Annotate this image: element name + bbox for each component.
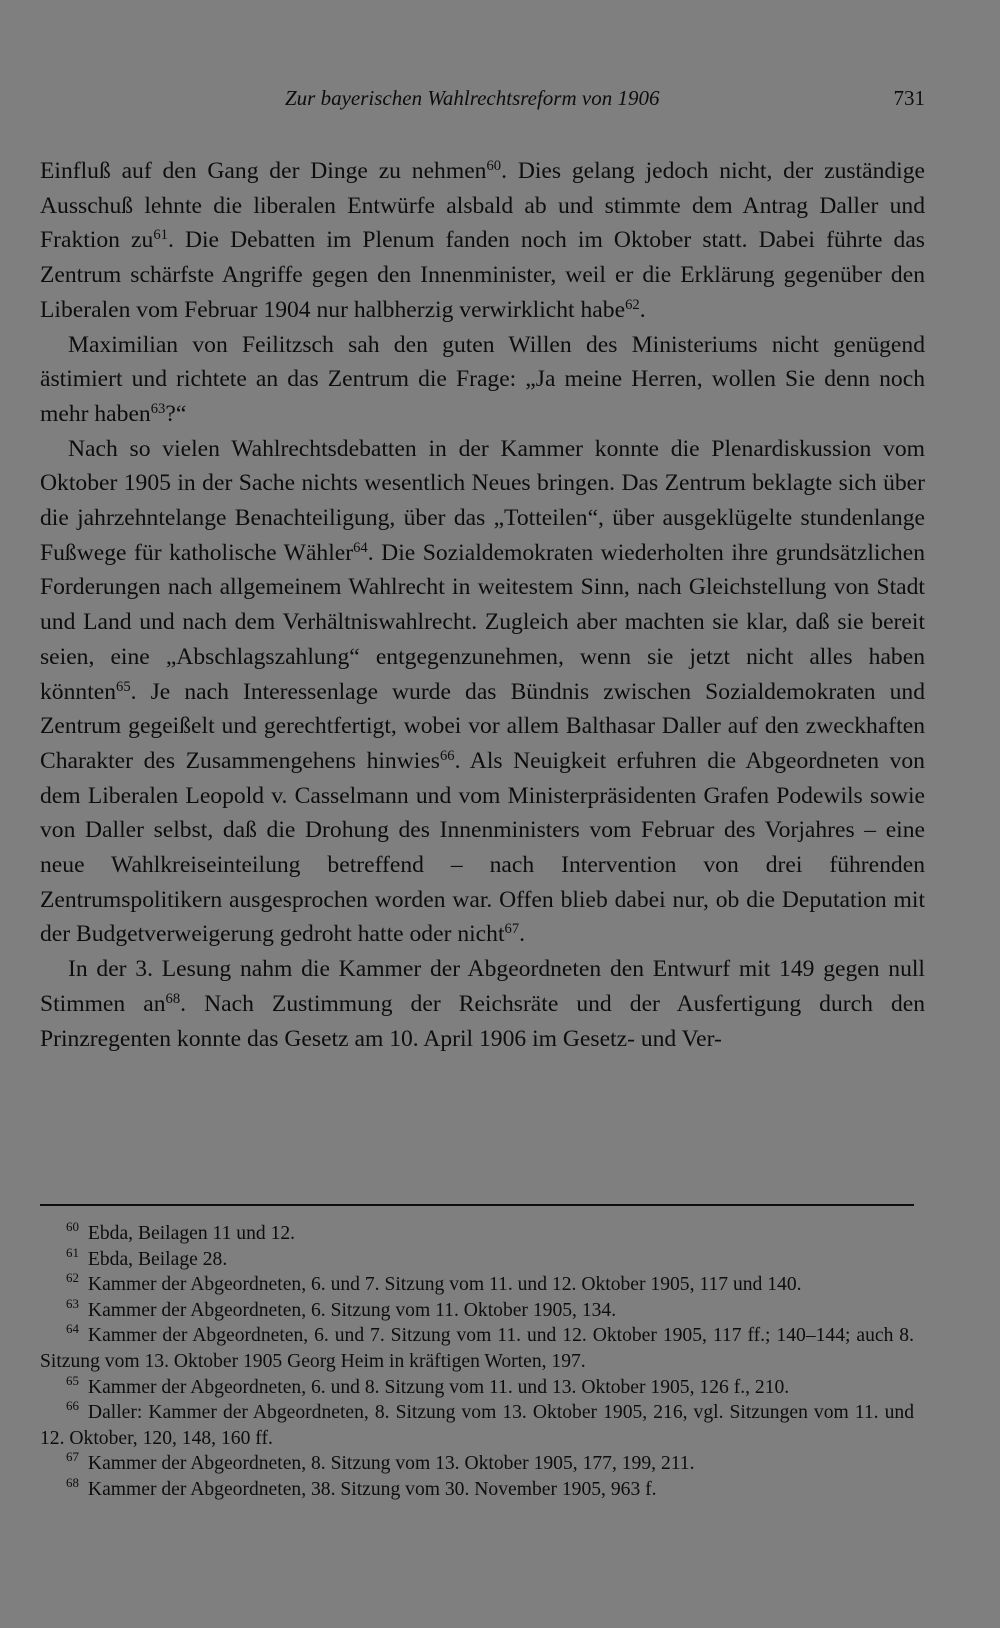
- footnote-text: Kammer der Abgeordneten, 6. und 8. Sitzung vom 11. und 13. Oktober 1905, 126 f., 210.: [87, 1376, 790, 1398]
- footnote-ref: 67: [504, 921, 520, 938]
- footnote-ref: 60: [486, 157, 502, 174]
- footnote-text: Ebda, Beilage 28.: [87, 1248, 228, 1270]
- text-run: . Je nach Interessenlage wurde das Bündnis zwischen Sozialdemokraten und Zentrum gegeißelt und gerechtfertigt, wobei vor allem Balthasar Daller auf den zweckhaften Charakter des Zusammengehens hinwies: [40, 678, 925, 774]
- text-run: .: [639, 296, 646, 323]
- text-run: Maximilian von Feilitzsch sah den guten Willen des Ministeriums nicht genügend ästimiert und richtete an das Zentrum die Frage: „Ja meine Herren, wollen Sie denn noch mehr haben: [40, 331, 925, 427]
- footnote-number: 67: [66, 1449, 79, 1465]
- footnote-text: Daller: Kammer der Abgeordneten, 8. Sitzung vom 13. Oktober 1905, 216, vgl. Sitzungen vom 11. und 12. Oktober, 120, 148, 160 ff.: [40, 1402, 914, 1449]
- footnote-number: 61: [66, 1244, 79, 1260]
- footnote-ref: 62: [625, 296, 640, 313]
- footnote: [40, 1372, 914, 1401]
- footnote-number: 66: [66, 1398, 79, 1414]
- text-run: ?“: [165, 400, 187, 427]
- running-title: Zur bayerischen Wahlrechtsreform von 1906: [285, 86, 660, 110]
- text-run: Einfluß auf den Gang der Dinge zu nehmen: [40, 158, 487, 184]
- footnotes: [40, 1218, 914, 1503]
- footnote-text: Kammer der Abgeordneten, 38. Sitzung vom 30. November 1905, 963 f.: [87, 1478, 657, 1500]
- footnote-ref: 65: [116, 678, 131, 695]
- paragraph: [40, 952, 925, 1056]
- footnote-text: Kammer der Abgeordneten, 8. Sitzung vom 13. Oktober 1905, 177, 199, 211.: [87, 1453, 695, 1475]
- footnote-text: Kammer der Abgeordneten, 6. Sitzung vom 11. Oktober 1905, 134.: [87, 1299, 617, 1321]
- footnote-ref: 64: [353, 539, 368, 556]
- footnote: [40, 1400, 914, 1451]
- footnote: [40, 1218, 914, 1247]
- footnote: [40, 1451, 914, 1477]
- text-run: In der 3. Lesung nahm die Kammer der Abgeordneten den Entwurf mit 149 gegen null Stimmen an: [40, 956, 925, 1017]
- footnote-number: 60: [66, 1218, 79, 1234]
- footnote-ref: 66: [439, 747, 455, 764]
- text-run: Nach so vielen Wahlrechtsdebatten in der Kammer konnte die Plenardiskussion vom Oktober 1905 in der Sache nichts wesentlich Neues bringen. Das Zentrum beklagte sich über die jahrzehntelange Benachteiligung, über das „Totteilen“, über ausgeklügelte stundenlange Fußwege für katholische Wähler: [40, 435, 925, 566]
- footnote-text: Kammer der Abgeordneten, 6. und 7. Sitzung vom 11. und 12. Oktober 1905, 117 ff.; 140–144; auch 8. Sitzung vom 13. Oktober 1905 Georg Heim in kräftigen Worten, 197.: [40, 1325, 914, 1372]
- footnote-number: 62: [66, 1270, 79, 1286]
- text-run: . Die Sozialdemokraten wiederholten ihre grundsätzlichen Forderungen nach allgemeinem Wahlrecht in weitestem Sinn, nach Gleichstellung von Stadt und Land und nach dem Verhältniswahlrecht. Zugleich aber machten sie klar, daß sie bereit seien, eine „Abschlagszahlung“ entgegenzunehmen, wenn sie jetzt nicht alles haben könnten: [40, 539, 926, 705]
- footnote-number: 68: [66, 1474, 79, 1490]
- footnote: [40, 1295, 914, 1324]
- text-run: . Die Debatten im Plenum fanden noch im Oktober statt. Dabei führte das Zentrum schärfste Angriffe gegen den Innenminister, weil er die Erklärung gegenüber den Liberalen vom Februar 1904 nur halbherzig verwirklicht habe: [40, 227, 925, 323]
- footnote: [40, 1244, 914, 1273]
- footnote-divider: [40, 1204, 914, 1206]
- footnote: [40, 1272, 914, 1298]
- footnote-ref: 68: [165, 990, 181, 1007]
- footnote: [40, 1474, 914, 1503]
- body-text: [40, 154, 925, 1056]
- text-run: . Dies gelang jedoch nicht, der zuständige Ausschuß lehnte die liberalen Entwürfe alsbald ab und stimmte dem Antrag Daller und Fraktion zu: [40, 158, 925, 254]
- page-header: [40, 86, 925, 118]
- paragraph: [40, 154, 925, 328]
- footnote-number: 63: [66, 1295, 79, 1311]
- paragraph: [40, 328, 925, 432]
- footnote-number: 65: [66, 1372, 79, 1388]
- footnote-number: 64: [66, 1321, 79, 1337]
- text-run: . Nach Zustimmung der Reichsräte und der Ausfertigung durch den Prinzregenten konnte das Gesetz am 10. April 1906 im Gesetz- und Ver-: [40, 990, 926, 1052]
- paragraph: [40, 432, 925, 953]
- text-run: .: [519, 921, 526, 948]
- footnote: [40, 1323, 914, 1374]
- page-number: 731: [893, 86, 925, 110]
- footnote-ref: 63: [150, 400, 166, 417]
- footnote-ref: 61: [153, 227, 168, 244]
- footnote-text: Kammer der Abgeordneten, 6. und 7. Sitzung vom 11. und 12. Oktober 1905, 117 und 140.: [87, 1274, 802, 1296]
- text-run: . Als Neuigkeit erfuhren die Abgeordneten von dem Liberalen Leopold v. Casselmann und vom Ministerpräsidenten Grafen Podewils sowie von Daller selbst, daß die Drohung des Innenministers vom Februar des Vorjahres – eine neue Wahlkreiseinteilung betreffend – nach Intervention von drei führenden Zentrumspolitikern ausgesprochen worden war. Offen blieb dabei nur, ob die Deputation mit der Budgetverweigerung gedroht hatte oder nicht: [40, 747, 925, 948]
- footnote-text: Ebda, Beilagen 11 und 12.: [87, 1223, 296, 1244]
